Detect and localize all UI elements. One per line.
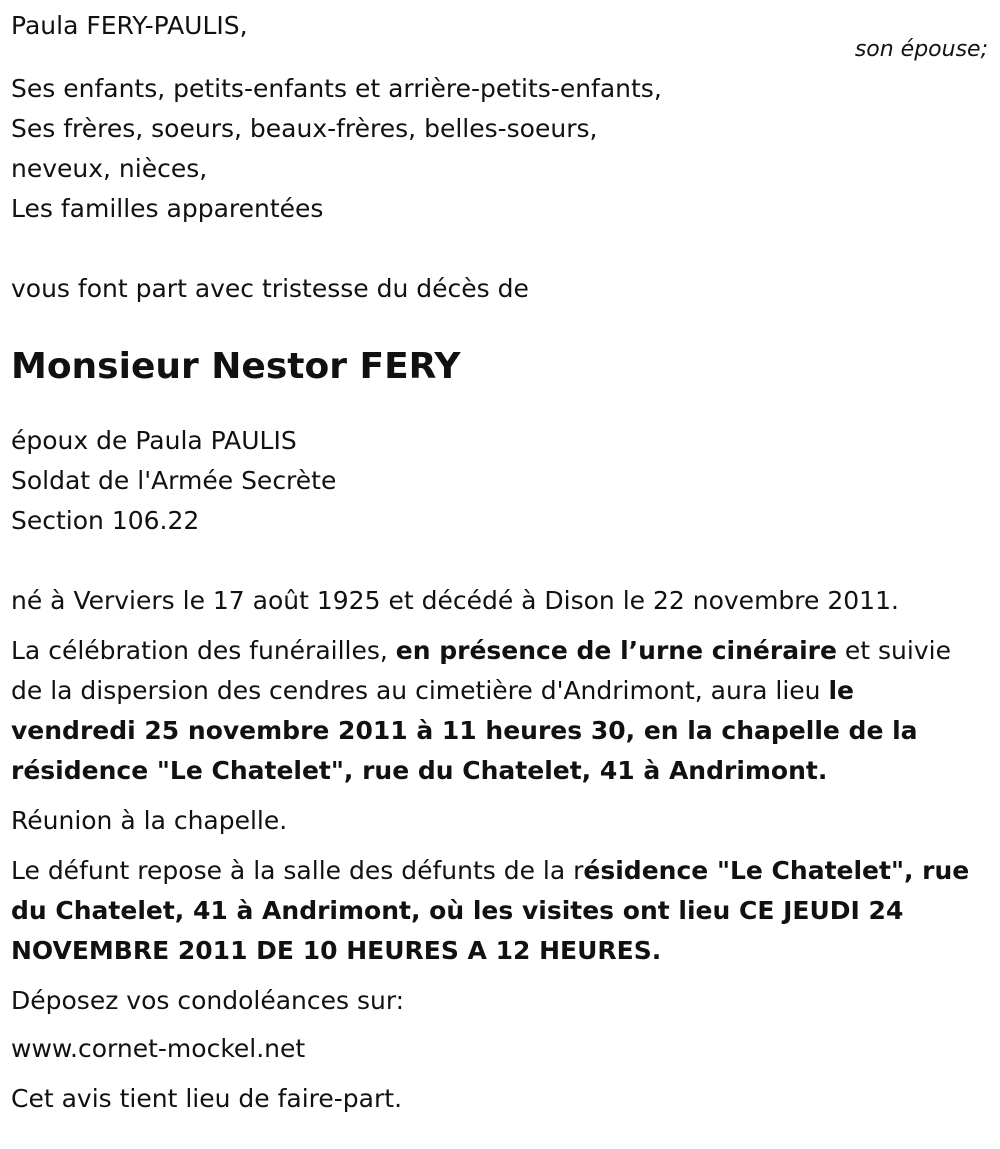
detail-line: Soldat de l'Armée Secrète xyxy=(11,466,337,495)
ceremony-urn-bold: en présence de l’urne cinéraire xyxy=(395,636,837,665)
repose-paragraph xyxy=(11,851,986,971)
detail-line: époux de Paula PAULIS xyxy=(11,426,297,455)
signatory-name: Paula FERY-PAULIS, xyxy=(11,11,248,40)
closing-text: Cet avis tient lieu de faire-part. xyxy=(11,1084,403,1113)
repose-text: Le défunt repose à la salle des défunts de la r xyxy=(11,856,584,885)
ceremony-text: La célébration des funérailles, xyxy=(11,636,396,665)
obituary-notice xyxy=(11,6,986,1119)
reunion-text: Réunion à la chapelle. xyxy=(11,806,288,835)
family-line: Ses frères, soeurs, beaux-frères, belles-soeurs, xyxy=(11,114,598,143)
ceremony-text-2: et suivie de la dispersion des cendres au cimetière d'Andrimont, aura lieu xyxy=(11,636,951,705)
announcement-text: vous font part avec tristesse du décès de xyxy=(11,274,529,303)
deceased-name: Monsieur Nestor FERY xyxy=(11,346,461,387)
condolences-link[interactable]: www.cornet-mockel.net xyxy=(11,1034,306,1063)
detail-line: Section 106.22 xyxy=(11,506,200,535)
family-line: Ses enfants, petits-enfants et arrière-petits-enfants, xyxy=(11,74,662,103)
family-line: neveux, nièces, xyxy=(11,154,208,183)
repose-bold: ésidence "Le Chatelet", rue du Chatelet, 41 à Andrimont, où les visites ont lieu CE JEUDI 24 NOVEMBRE 2011 DE 10 HEURES A 12 HEURES. xyxy=(11,856,970,965)
birth-death-text: né à Verviers le 17 août 1925 et décédé à Dison le 22 novembre 2011. xyxy=(11,586,899,615)
family-list xyxy=(11,69,986,229)
ceremony-date-bold: le vendredi 25 novembre 2011 à 11 heures 30, en la chapelle de la résidence "Le Chatelet", rue du Chatelet, 41 à Andrimont. xyxy=(11,676,918,785)
condolences-label: Déposez vos condoléances sur: xyxy=(11,986,405,1015)
ceremony-paragraph xyxy=(11,631,986,791)
family-line: Les familles apparentées xyxy=(11,194,324,223)
signatory-role: son épouse; xyxy=(854,37,988,62)
deceased-details xyxy=(11,421,986,541)
signatory-row xyxy=(11,6,988,62)
